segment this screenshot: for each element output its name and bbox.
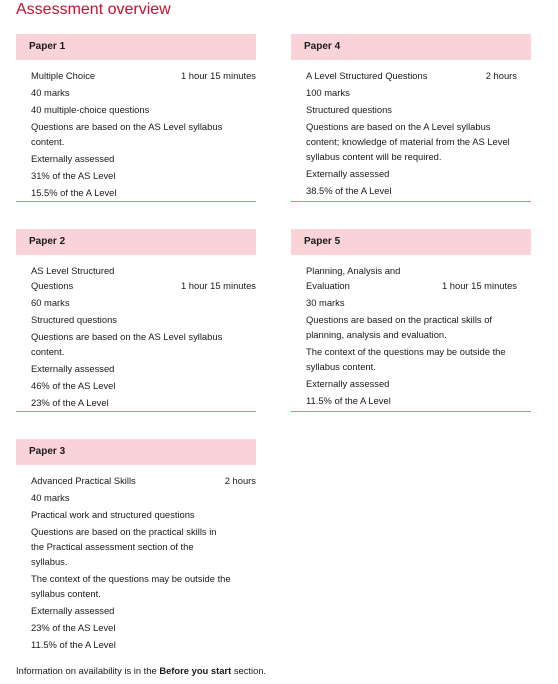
paper-2-component: AS Level Structured Questions <box>31 265 115 291</box>
page-title: Assessment overview <box>16 1 171 18</box>
paper-5-marks: 30 marks <box>306 297 345 308</box>
paper-5-component-row <box>306 263 531 293</box>
paper-3-card <box>16 439 256 651</box>
paper-3-header: Paper 3 <box>16 439 256 465</box>
paper-1-header: Paper 1 <box>16 34 256 60</box>
paper-2-duration: 1 hour 15 minutes <box>180 280 256 291</box>
paper-2-as-weight: 46% of the AS Level <box>31 380 116 391</box>
paper-5-content: Questions are based on the practical skills of planning, analysis and evaluation. <box>306 314 493 340</box>
paper-5-card <box>291 229 531 412</box>
paper-2-format: Structured questions <box>31 314 117 325</box>
paper-2-header: Paper 2 <box>16 229 256 255</box>
paper-4-assessed: Externally assessed <box>306 168 390 179</box>
paper-5-component: Planning, Analysis and Evaluation <box>306 265 401 291</box>
paper-3-component-row <box>31 473 256 488</box>
paper-3-context: The context of the questions may be outside the syllabus content. <box>31 573 231 599</box>
paper-2-content: Questions are based on the AS Level syllabus content. <box>31 331 223 357</box>
paper-4-content: Questions are based on the A Level syllabus content; knowledge of material from the AS Level syllabus content will be required. <box>306 121 510 162</box>
paper-3-duration: 2 hours <box>224 475 256 486</box>
paper-2-a-weight: 23% of the A Level <box>31 397 109 408</box>
paper-1-component: Multiple Choice <box>31 70 96 81</box>
paper-2-assessed: Externally assessed <box>31 363 115 374</box>
paper-4-component: A Level Structured Questions <box>306 70 428 81</box>
paper-4-component-row <box>306 68 531 83</box>
paper-3-marks: 40 marks <box>31 492 70 503</box>
paper-5-duration: 1 hour 15 minutes <box>441 280 517 291</box>
paper-1-content: Questions are based on the AS Level syllabus content. <box>31 121 223 147</box>
paper-4-card <box>291 34 531 202</box>
paper-1-as-weight: 31% of the AS Level <box>31 170 116 181</box>
paper-5-header: Paper 5 <box>291 229 531 255</box>
paper-1-component-row <box>31 68 256 83</box>
paper-4-a-weight: 38.5% of the A Level <box>306 185 392 196</box>
paper-1-card <box>16 34 256 202</box>
footnote-prefix: Information on availability is in the <box>16 665 160 676</box>
paper-1-a-weight: 15.5% of the A Level <box>31 187 117 198</box>
paper-1-format: 40 multiple-choice questions <box>31 104 150 115</box>
paper-2-card <box>16 229 256 412</box>
paper-4-format: Structured questions <box>306 104 392 115</box>
paper-1-assessed: Externally assessed <box>31 153 115 164</box>
paper-3-a-weight: 11.5% of the A Level <box>31 639 116 650</box>
paper-3-format: Practical work and structured questions <box>31 509 195 520</box>
paper-2-marks: 60 marks <box>31 297 70 308</box>
paper-5-a-weight: 11.5% of the A Level <box>306 395 391 406</box>
footnote-suffix: section. <box>231 665 267 676</box>
availability-footnote <box>16 665 266 676</box>
paper-3-as-weight: 23% of the AS Level <box>31 622 116 633</box>
paper-4-duration: 2 hours <box>485 70 517 81</box>
before-you-start-link[interactable]: Before you start <box>159 665 232 676</box>
paper-4-marks: 100 marks <box>306 87 350 98</box>
paper-4-header: Paper 4 <box>291 34 531 60</box>
paper-3-component: Advanced Practical Skills <box>31 475 136 486</box>
paper-2-component-row <box>31 263 256 293</box>
paper-3-content: Questions are based on the practical skills in the Practical assessment section of the syllabus. <box>31 526 217 567</box>
paper-1-marks: 40 marks <box>31 87 70 98</box>
paper-5-context: The context of the questions may be outside the syllabus content. <box>306 346 506 372</box>
paper-5-assessed: Externally assessed <box>306 378 390 389</box>
paper-3-assessed: Externally assessed <box>31 605 115 616</box>
paper-1-duration: 1 hour 15 minutes <box>180 70 256 81</box>
